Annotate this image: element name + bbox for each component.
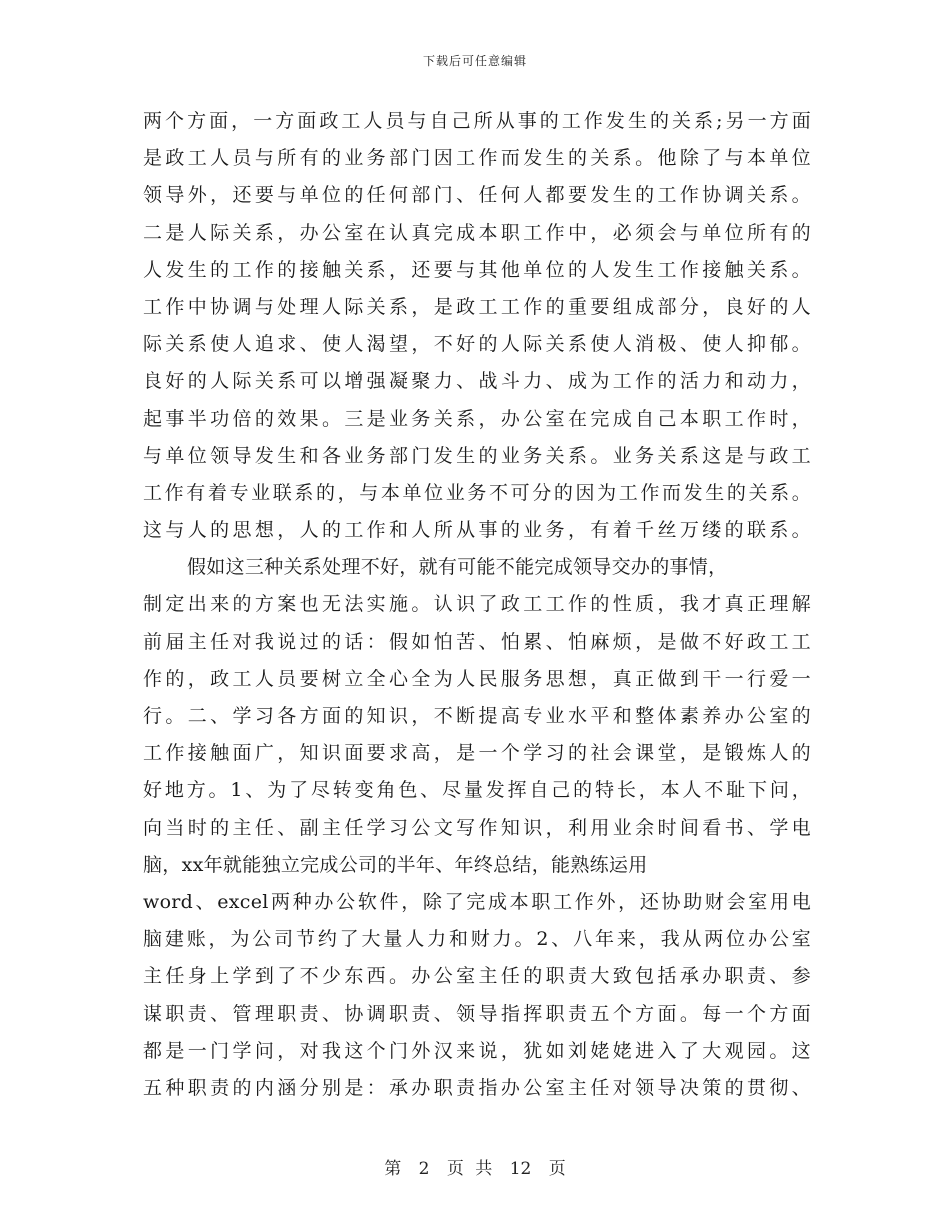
text-line: 人发生的工作的接触关系，还要与其他单位的人发生工作接触关系。 (143, 258, 811, 281)
text-line: 与单位领导发生和各业务部门发生的业务关系。业务关系这是与政工 (143, 444, 811, 467)
text-line: 好地方。1、为了尽转变角色、尽量发挥自己的特长，本人不耻下问， (143, 779, 811, 802)
text-line: 主任身上学到了不少东西。办公室主任的职责大致包括承办职责、参 (143, 965, 811, 988)
text-line: 起事半功倍的效果。三是业务关系，办公室在完成自己本职工作时， (143, 407, 811, 430)
text-line: 作的，政工人员要树立全心全为人民服务思想，真正做到干一行爱一 (143, 667, 811, 690)
footer-middle: 页 共 (446, 1159, 493, 1179)
text-line: 都是一门学问，对我这个门外汉来说，犹如刘姥姥进入了大观园。这 (143, 1039, 811, 1062)
text-line: 脑，xx年就能独立完成公司的半年、年终总结，能熟练运用 (143, 853, 648, 876)
text-line: 谋职责、管理职责、协调职责、领导指挥职责五个方面。每一个方面 (143, 1002, 811, 1025)
text-line: 是政工人员与所有的业务部门因工作而发生的关系。他除了与本单位 (143, 147, 811, 170)
text-line: 际关系使人追求、使人渴望，不好的人际关系使人消极、使人抑郁。 (143, 333, 811, 356)
text-line: 向当时的主任、副主任学习公文写作知识，利用业余时间看书、学电 (143, 816, 811, 839)
document-body (143, 103, 811, 1107)
total-pages: 12 (509, 1159, 532, 1179)
text-line: 领导外，还要与单位的任何部门、任何人都要发生的工作协调关系。 (143, 184, 811, 207)
text-line: 行。二、学习各方面的知识，不断提高专业水平和整体素养办公室的 (143, 705, 811, 727)
page-header: 下载后可任意编辑 (422, 54, 527, 68)
footer-prefix: 第 (384, 1159, 402, 1179)
text-line: 二是人际关系，办公室在认真完成本职工作中，必须会与单位所有的 (143, 221, 811, 244)
text-line: 工作中协调与处理人际关系，是政工工作的重要组成部分，良好的人 (143, 295, 811, 318)
page-number: 2 (418, 1159, 430, 1179)
paragraph-first-line: 假如这三种关系处理不好，就有可能不能完成领导交办的事情， (187, 556, 728, 579)
text-line: 五种职责的内涵分别是：承办职责指办公室主任对领导决策的贯彻、 (143, 1076, 811, 1099)
text-line: 制定出来的方案也无法实施。认识了政工工作的性质，我才真正理解 (143, 593, 811, 616)
page-footer (0, 1154, 950, 1179)
text-line: 脑建账，为公司节约了大量人力和财力。2、八年来，我从两位办公室 (143, 928, 811, 951)
text-line: word、excel两种办公软件，除了完成本职工作外，还协助财会室用电 (143, 890, 811, 913)
footer-suffix: 页 (548, 1159, 566, 1179)
text-line: 两个方面，一方面政工人员与自己所从事的工作发生的关系;另一方面 (143, 110, 811, 132)
text-line: 这与人的思想，人的工作和人所从事的业务，有着千丝万缕的联系。 (143, 519, 811, 542)
text-line: 工作接触面广，知识面要求高，是一个学习的社会课堂，是锻炼人的 (143, 742, 811, 765)
text-line: 前届主任对我说过的话：假如怕苦、怕累、怕麻烦，是做不好政工工 (143, 630, 811, 653)
text-line: 工作有着专业联系的，与本单位业务不可分的因为工作而发生的关系。 (143, 481, 811, 504)
text-line: 良好的人际关系可以增强凝聚力、战斗力、成为工作的活力和动力， (143, 370, 811, 393)
